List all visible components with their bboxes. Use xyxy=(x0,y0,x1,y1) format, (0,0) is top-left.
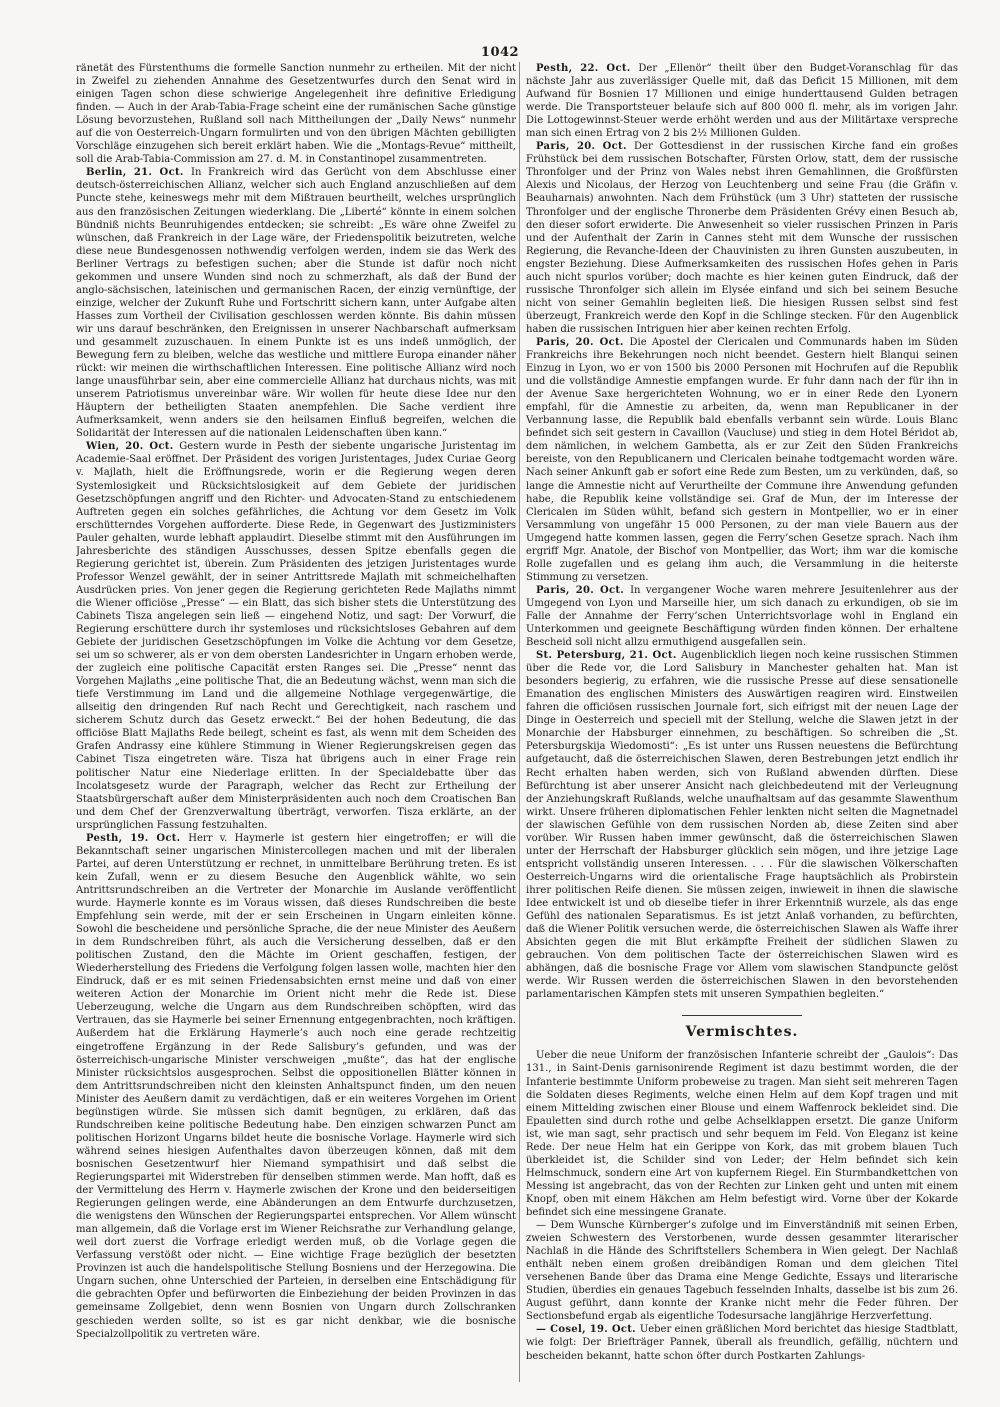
article-dateline: Paris, 20. Oct. xyxy=(536,336,630,348)
article xyxy=(76,832,516,1341)
article-text: In Frankreich wird das Gerücht von dem Abschlusse einer deutsch-österreichischen Allianz, welcher sich auch England anzuschließen auf dem Puncte stehe, keineswegs mehr mit dem Mißtrauen beurtheilt, welches ursprünglich aus den französischen Zeitungen wiederklang. Die „Liberté“ könnte in einem solchen Bündniß nichts Beunruhigendes entdecken; sie schreibt: „Es wäre ohne Zweifel zu wünschen, daß Frankreich in der Lage wäre, der Friedenspolitik beizutreten, welche diese neue Bundesgenossen nothwendig verfolgen werden, indem sie das Werk des Berliner Vertrags zu befestigen suchen; aber die Stunde ist dafür noch nicht gekommen und unsere Wunden sind noch zu schmerzhaft, als daß der Bund der anglo-sächsischen, lateinischen und germanischen Racen, der einzig vernünftige, der einzige, welcher der Zukunft Ruhe und Fortschritt sichern kann, unter Aufgabe alten Hasses zum Vortheil der Civilisation geschlossen werden könnte. Bis dahin müssen wir uns darauf beschränken, den Ereignissen in unserer Nachbarschaft aufmerksam und gesammelt zuzuschauen. In einem Punkte ist es uns indeß unmöglich, der Bewegung fern zu bleiben, welche das westliche und mittlere Europa einander näher rückt: wir meinen die wirthschaftlichen Interessen. Eine politische Allianz wird noch lange unausführbar sein, aber eine commercielle Allianz hat durchaus nichts, was mit unserem Patriotismus unvereinbar wäre. Wir wollen für heute diese Idee nur den Häuptern der betheiligten Staaten anempfehlen. Die Sache verdient ihre Aufmerksamkeit, wenn anders sie den heilsamen Einfluß begreifen, welchen die Solidarität der Interessen auf die nationalen Leidenschaften üben kann.“ xyxy=(76,167,516,440)
article-dateline: Wien, 20. Oct. xyxy=(86,441,180,453)
miscellany-item xyxy=(526,1049,958,1219)
article xyxy=(76,62,516,166)
article-text: In vergangener Woche waren mehrere Jesuitenlehrer aus der Umgegend von Lyon und Marseille hier, um sich danach zu erkundigen, ob sie im Falle der Annahme der Ferry’schen Unterrichtsvorlage wohl in England ein Unterkommen und geeignete Beschäftigung würden finden können. Der erhaltene Bescheid soll nicht allzu ermuthigend ausgefallen sein. xyxy=(526,584,958,649)
article xyxy=(526,336,958,584)
article xyxy=(76,166,516,440)
miscellany-item xyxy=(526,1323,958,1362)
article-dateline: Paris, 20. Oct. xyxy=(536,584,631,596)
article-text: Die Apostel der Clericalen und Communards haben im Süden Frankreichs ihre Bekehrungen noch nicht beendet. Gestern hielt Blanqui seinen Einzug in Lyon, wo er von 1500 bis 2000 Personen mit Hochrufen auf die Republik und die vollständige Amnestie empfangen wurde. Er fuhr dann nach der für ihn in der Avenue Saxe hergerichteten Wohnung, wo er in einer Rede den Lyonern empfahl, für die Amnestie zu arbeiten, da, wenn man Republicaner in der Verbannung lasse, die Republik bald ebenfalls verbannt sein würde. Louis Blanc befindet sich seit gestern in Cavaillon (Vaucluse) und stieg in dem Hotel Béridot ab, dem nämlichen, in welchem Gambetta, als er zur Zeit den Süden Frankreichs bereiste, von den Republicanern und Clericalen beinahe todtgemacht worden wäre. Nach seiner Ankunft gab er sofort eine Rede zum Besten, um zu verkünden, daß, so lange die Amnestie nicht auf Verurtheilte der Commune ihre Anwendung gefunden habe, die Republik keine vollständige sei. Graf de Mun, der im Interesse der Clericalen im Süden wühlt, befand sich gestern in Montpellier, wo er in einer Versammlung von ungefähr 15 000 Personen, zu der man viele Bauern aus der Umgegend hatte kommen lassen, gegen die Ferry’schen Gesetze sprach. Nach ihm ergriff Mgr. Anatole, der Bischof von Montpellier, das Wort; ihm war die komische Rolle zugefallen und es gelang ihm auch, die Versammlung in die heiterste Stimmung zu versetzen. xyxy=(526,336,958,583)
section-divider xyxy=(682,1015,802,1016)
article xyxy=(526,649,958,1001)
article-dateline: Pesth, 22. Oct. xyxy=(536,63,639,74)
article-dateline: St. Petersburg, 21. Oct. xyxy=(536,650,681,662)
article-text: ränetät des Fürstenthums die formelle Sanction nunmehr zu ertheilen. Mit der nicht in Zweifel zu ziehenden Annahme des Gesetzentwurfes durch den Senat wird in einigen Tagen schon diese schwierige Angelegenheit ihre definitive Erledigung finden. — Auch in der Arab-Tabia-Frage scheint eine der rumänischen Sache günstige Lösung bevorzustehen, Rußland soll nach Mittheilungen der „Daily News“ nunmehr auf die von Oesterreich-Ungarn formulirten und von den übrigen Mächten gebilligten Vorschläge einzugehen sich bereit erklärt haben. Wie die „Montags-Revue“ mittheilt, soll die Arab-Tabia-Commission am 27. d. M. in Constantinopel zusammentreten. xyxy=(76,63,516,166)
item-text: Ueber einen gräßlichen Mord berichtet das hiesige Stadtblatt, wie folgt: Der Briefträger Pannek, überall als freundlich, gefällig, nüchtern und bescheiden bekannt, hatte schon öfter durch Postkarten Zahlungs- xyxy=(526,1324,958,1362)
item-dateline: — Cosel, 19. Oct. xyxy=(536,1324,640,1336)
article-dateline: Berlin, 21. Oct. xyxy=(86,167,192,179)
item-text: — Dem Wunsche Kürnberger’s zufolge und im Einverständniß mit seinen Erben, zweien Schwestern des Verstorbenen, wurde dessen gesammter literarischer Nachlaß in die Hände des Schriftstellers Schembera in Wien gelegt. Der Nachlaß enthält neben einem großen dreibändigen Roman und dem gleichen Titel versehenen Bande über das Drama eine Menge Gedichte, Essays und literarische Studien, überdies ein genaues Tagebuch fesselnden Inhalts, dasselbe ist bis zum 26. August geführt, dann konnte der Kranke nicht mehr die Feder führen. Der Sectionsbefund ergab als eigentliche Todesursache langjährige Herzverfettung. xyxy=(526,1220,958,1323)
section-heading: Vermischtes. xyxy=(685,1024,799,1041)
article-dateline: Pesth, 19. Oct. xyxy=(86,832,189,844)
article-text: Der „Ellenör“ theilt über den Budget-Voranschlag für das nächste Jahr aus zuverlässiger Quelle mit, daß das Deficit 15 Millionen, mit dem Aufwand für Bosnien 17 Millionen und einige hunderttausend Gulden betragen werde. Die Transportsteuer belaufe sich auf 800 000 fl. mehr, als im vorigen Jahr. Die Lottogewinnst-Steuer werde erhöht werden und aus der Militärtaxe verspreche man sich einen Ertrag von 2 bis 2½ Millionen Gulden. xyxy=(526,63,958,140)
article xyxy=(526,584,958,649)
article-text: Herr v. Haymerle ist gestern hier eingetroffen; er will die Bekanntschaft seiner ungarischen Ministercollegen machen und mit der liberalen Partei, auf deren Unterstützung er rechnet, in unmittelbare Berührung treten. Es ist kein Zufall, wenn er zu diesem Besuche den Augenblick wählte, wo sein Antrittsrundschreiben an die Vertreter der Monarchie im Auslande veröffentlicht wurde. Haymerle konnte es im Voraus wissen, daß dieses Rundschreiben die beste Empfehlung sein werde, mit der er sein Erscheinen in Ungarn einleiten könne. Sowohl die bescheidene und persönliche Sprache, die der neue Minister des Aeußern in dem Rundschreiben führt, als auch die Versicherung desselben, daß er den politischen Zustand, den die Mächte im Orient geschaffen, festigen, der Wiederherstellung des Friedens die Verfolgung folgen lassen wolle, machten hier den Eindruck, daß er es mit seinen Friedensabsichten ernst meine und daß von einer weiteren Action der Monarchie im Orient nicht mehr die Rede ist. Diese Ueberzeugung, welche die Ungarn aus dem Rundschreiben schöpften, wird das Vertrauen, das sie Haymerle bei seiner Ernennung entgegenbrachten, noch kräftigen. Außerdem hat die Erklärung Haymerle’s auch noch eine gerade rechtzeitig eingetroffene Ergänzung in der Rede Salisbury’s gefunden, und was der österreichisch-ungarische Minister verschweigen „mußte“, das hat der englische Minister rücksichtslos ausgesprochen. Selbst die oppositionellen Blätter können in dem Antrittsrundschreiben nicht den kleinsten Anhaltspunct finden, um den neuen Minister des Aeußern damit zu verdächtigen, daß er ein weiteres Vorgehen im Orient begünstigen würde. Sie müssen sich damit begnügen, zu erklären, daß das Rundschreiben keine politische Bedeutung habe. Den einzigen schwarzen Punct am politischen Horizont Ungarns bildet heute die bosnische Vorlage. Haymerle wird sich während seines hiesigen Aufenthaltes davon überzeugen können, daß mit dem bosnischen Gesetzentwurf hier Niemand sympathisirt und daß selbst die Regierungspartei mit Widerstreben für denselben stimmen werde. Man hofft, daß es der Vermittelung des Herrn v. Haymerle zwischen der Krone und den beiderseitigen Regierungen gelingen werde, eine Abänderungen an dem Entwurfe durchzusetzen, die wenigstens den Wünschen der Regierungspartei entsprechen. Vor Allem wünscht man allgemein, daß die Vorlage erst im Wiener Reichsrathe zur Verhandlung gelange, weil dort zuerst die Vorfrage erledigt werden muß, ob die Vorlage gegen die Verfassung verstößt oder nicht. — Eine wichtige Frage bezüglich der besetzten Provinzen ist auch die handelspolitische Stellung Bosniens und der Herzegowina. Die Ungarn suchen, ohne Unterschied der Parteien, in derselben eine Entschädigung für die gebrachten Opfer und befürworten die Einbeziehung der beiden Provinzen in das gemeinsame Zollgebiet, denn wenn Bosnien von Ungarn durch Zollschranken geschieden werden sollte, so ist es gar nicht denkbar, wie die bosnische Specialzollpolitik zu vertreten wäre. xyxy=(76,832,516,1340)
right-column xyxy=(526,62,958,1385)
item-text: Ueber die neue Uniform der französischen Infanterie schreibt der „Gaulois“: Das 131., in Saint-Denis garnisonirende Regiment ist dazu bestimmt worden, die der Infanterie bestimmte Uniform probeweise zu tragen. Man sieht seit mehreren Tagen die Soldaten dieses Regiments, welche einen Helm auf dem Kopf tragen und mit einem Mittelding zwischen einer Blouse und einem Waffenrock bekleidet sind. Die Epauletten sind durch rothe und gelbe Achselklappen ersetzt. Die ganze Uniform ist, wie man sagt, sehr practisch und sehr bequem im Feld. Von Eleganz ist keine Rede. Der neue Helm hat ein Gerippe von Kork, das mit grobem blauen Tuch überkleidet ist, die Schilder sind von Leder; der Helm befindet sich kein Helmschmuck, sondern eine Art von kupfernem Riegel. Ein Sturmbandkettchen von Messing ist angebracht, das von der Rechten zur Linken geht und unten mit einem Knopf, oben mit einem Häkchen am Helm befestigt wird. Vorne über der Kokarde befindet sich eine messingene Granate. xyxy=(526,1050,958,1218)
article-text: Gestern wurde in Pesth der siebente ungarische Juristentag im Academie-Saal eröffnet. Der Präsident des vorigen Juristentages, Judex Curiae Georg v. Majlath, hielt die Eröffnungsrede, worin er die Regierung wegen deren Systemlosigkeit und Rücksichtslosigkeit auf dem Gebiete der juridischen Gesetzschöpfungen angriff und den Richter- und Advocaten-Stand zu entschiedenem Auftreten gegen ein solches gefährliches, die Achtung vor dem Gesetz im Volk erschütterndes Vorgehen aufforderte. Diese Rede, in Gegenwart des Justizministers Pauler gehalten, wurde lebhaft applaudirt. Dieselbe stimmt mit den Ausführungen im Jahresberichte des ständigen Ausschusses, dessen Spitze ebenfalls gegen die Regierung gerichtet ist, überein. Zum Präsidenten des jetzigen Juristentages wurde Professor Wenzel gewählt, der in seiner Antrittsrede Majlath mit schmeichelhaften Ausdrücken pries. Von jener gegen die Regierung gerichteten Rede Majlaths nimmt die Wiener officiöse „Presse“ — ein Blatt, das sich bisher stets die Unterstützung des Cabinets Tisza angelegen sein ließ — eingehend Notiz, und sagt: Der Vorwurf, die Regierung erschüttere durch ihr systemloses und rücksichtsloses Gebahren auf dem Gebiete der juridischen Gesetzschöpfungen im Volke die Achtung vor dem Gesetze, sei um so schwerer, als er von dem obersten Landesrichter in Ungarn erhoben werde, der zugleich eine politische Capacität ersten Ranges sei. Die „Presse“ nennt das Vorgehen Majlaths „eine politische That, die an Bedeutung wächst, wenn man sich die tiefe Verstimmung im Land und die allgemeine Nothlage vergegenwärtige, die allseitig den dringenden Ruf nach Recht und Gerechtigkeit, nach raschem und sicherem Schutz durch das Gesetz erweckt.“ Bei der hohen Bedeutung, die das officiöse Blatt Majlaths Rede beilegt, scheint es fast, als wenn mit dem Scheiden des Grafen Andrassy eine kühlere Stimmung in Wiener Regierungskreisen gegen das Cabinet Tisza eingetreten wäre. Tisza hat übrigens auch in einer Frage rein politischer Natur eine Niederlage erlitten. In der Specialdebatte über das Incolatsgesetz wurde der Paragraph, welcher das Recht zur Ertheilung der Staatsbürgerschaft außer dem Ministerpräsidenten auch noch dem Croatischen Ban und dem Chef der Grenzverwaltung überträgt, verworfen. Tisza erklärte, an der ursprünglichen Fassung festzuhalten. xyxy=(76,441,516,831)
article xyxy=(526,62,958,140)
page-number: 1042 xyxy=(480,45,520,60)
left-column xyxy=(76,62,516,1385)
article-dateline: Paris, 20. Oct. xyxy=(536,141,635,153)
article xyxy=(76,440,516,831)
article-text: Der Gottesdienst in der russischen Kirche fand ein großes Frühstück bei dem russischen Botschafter, Fürsten Orlow, statt, dem der russische Thronfolger und der Prinz von Wales nebst ihren Gemahlinnen, die Großfürsten Alexis und Nicolaus, der Herzog von Leuchtenberg und seine Frau (die Gräfin v. Beauharnais) anwohnten. Nach dem Frühstück (um 3 Uhr) statteten der russische Thronfolger und der englische Thronerbe dem Präsidenten Grévy einen Besuch ab, den dieser sofort erwiderte. Die Anwesenheit so vieler russischen Prinzen in Paris und der Aufenthalt der Zarin in Cannes steht mit dem Wunsche der russischen Regierung, die Revanche-Ideen der Chauvinisten zu ihren Gunsten auszubeuten, in engster Beziehung. Diese Aufmerksamkeiten des russischen Hofes gehen in Paris auch nicht spurlos vorüber; doch machte es hier keinen guten Eindruck, daß der russische Thronfolger sich allein im Elysée einfand und sich bei seinem Besuche nicht von seiner Gemahlin begleiten ließ. Die hiesigen Russen selbst sind fest überzeugt, Frankreich werde den Kopf in die Schlinge stecken. Für den Augenblick haben die russischen Intriguen hier aber keinen rechten Erfolg. xyxy=(526,141,958,335)
miscellany-item xyxy=(526,1219,958,1323)
article-text: Augenblicklich liegen noch keine russischen Stimmen über die Rede vor, die Lord Salisbury in Manchester gehalten hat. Man ist besonders begierig, zu erfahren, wie die russische Presse auf diese sensationelle Emanation des englischen Ministers des Auswärtigen reagiren wird. Einstweilen fahren die officiösen russischen Journale fort, sich eifrigst mit der neuen Lage der Dinge in Oesterreich und speciell mit der Stellung, welche die Slawen jetzt in der Monarchie der Habsburger einnehmen, zu beschäftigen. So schreiben die „St. Petersburgskija Wiedomosti“: „Es ist unter uns Russen neuestens die Befürchtung aufgetaucht, daß die österreichischen Slawen, deren Bestrebungen jetzt endlich ihr Recht erhalten haben werden, sich von Rußland abwenden dürften. Diese Befürchtung ist aber unserer Ansicht nach gleichbedeutend mit der Verleugnung der Anziehungskraft Rußlands, welche unaufhaltsam auf das gesammte Slawenthum wirkt. Unsere früheren diplomatischen Fehler lenkten nicht selten die Magnetnadel der slawischen Gefühle von dem russischen Norden ab, diese Zeiten sind aber vorüber. Wir Russen haben immer gewünscht, daß die österreichischen Slawen unter der Herrschaft der Habsburger glücklich sein mögen, und ihre jetzige Lage entspricht vollständig unseren Interessen. . . . Für die slawischen Völkerschaften Oesterreich-Ungarns wird die orientalische Frage hauptsächlich als Probirstein ihrer politischen Reife dienen. Sie müssen zeigen, inwieweit in ihnen die slawische Idee entwickelt ist und ob dieselbe tiefer in ihrer Erkenntniß wurzele, als das enge Gefühl des nationalen Separatismus. Es ist jetzt Anlaß vorhanden, zu befürchten, daß die Wiener Politik versuchen werde, die österreichischen Slawen als Waffe ihrer Absichten gegen die mit Blut erkämpfte Freiheit der südlichen Slawen zu gebrauchen. Von dem politischen Tacte der österreichischen Slawen wird es abhängen, daß die bosnische Frage vor Allem vom slawischen Standpuncte gelöst werde. Wir Russen werden die österreichischen Slawen in den bevorstehenden parlamentarischen Kämpfen stets mit unseren Sympathien begleiten.“ xyxy=(526,650,958,1001)
column-divider xyxy=(519,62,520,1382)
article xyxy=(526,140,958,336)
